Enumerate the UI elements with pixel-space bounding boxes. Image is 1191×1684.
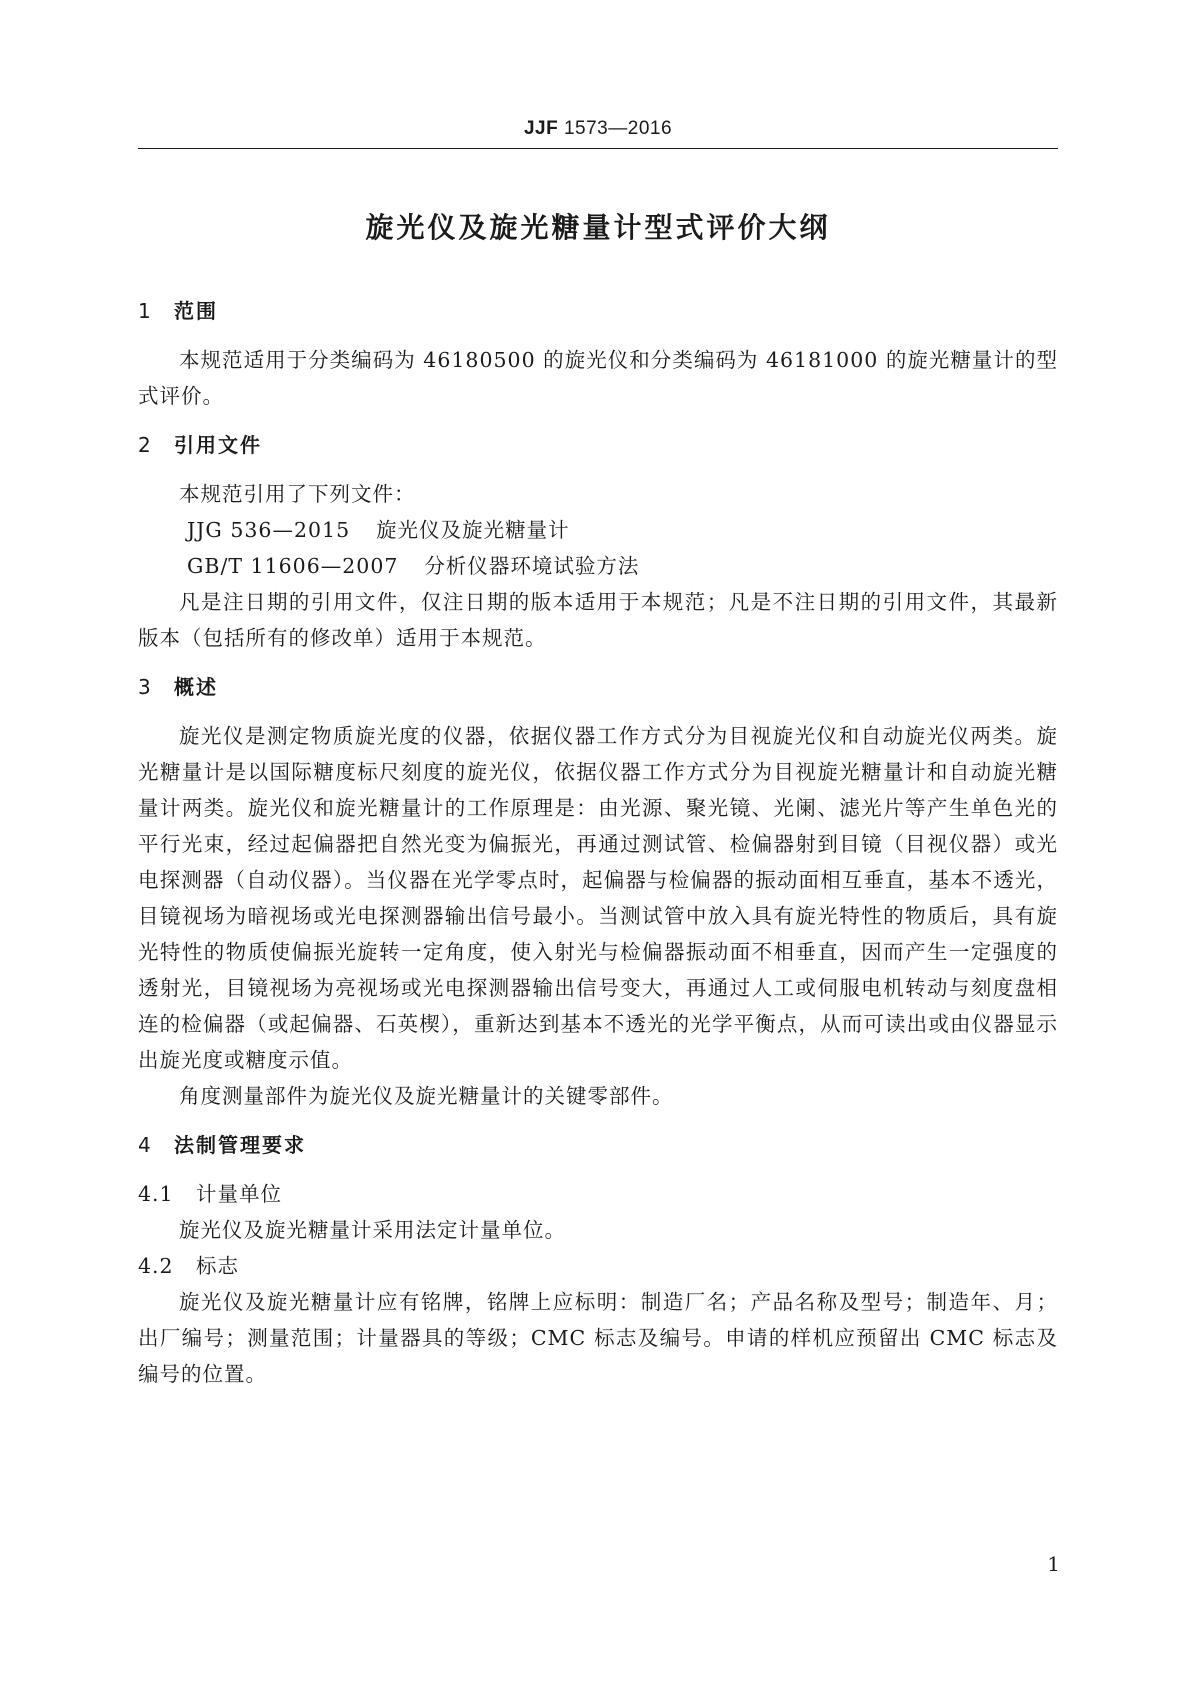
header-divider [138, 148, 1058, 149]
standard-series: JJF [523, 118, 559, 139]
paragraph: 旋光仪及旋光糖量计采用法定计量单位。 [179, 1218, 566, 1242]
subsection-number: 4.1 [138, 1182, 174, 1206]
page-number: 1 [1047, 1552, 1060, 1576]
section-number: 2 [138, 433, 153, 457]
section-title: 法制管理要求 [174, 1133, 306, 1157]
section-number: 1 [138, 299, 153, 323]
reference-item [138, 512, 1058, 548]
reference-code: GB/T 11606—2007 [187, 554, 399, 578]
section-heading [138, 296, 1058, 326]
paragraph: 旋光仪是测定物质旋光度的仪器，依据仪器工作方式分为目视旋光仪和自动旋光仪两类。旋光糖量计是以国际糖度标尺刻度的旋光仪，依据仪器工作方式分为目视旋光糖量计和自动旋光糖量计两类。旋光仪和旋光糖量计的工作原理是：由光源、聚光镜、光阑、滤光片等产生单色光的平行光束，经过起偏器把自然光变为偏振光，再通过测试管、检偏器射到目镜（目视仪器）或光电探测器（自动仪器）。当仪器在光学零点时，起偏器与检偏器的振动面相互垂直，基本不透光，目镜视场为暗视场或光电探测器输出信号最小。当测试管中放入具有旋光特性的物质后，具有旋光特性的物质使偏振光旋转一定角度，使入射光与检偏器振动面不相垂直，因而产生一定强度的透射光，目镜视场为亮视场或光电探测器输出信号变大，再通过人工或伺服电机转动与刻度盘相连的检偏器（或起偏器、石英楔），重新达到基本不透光的光学平衡点，从而可读出或由仪器显示出旋光度或糖度示值。 [138, 724, 1058, 1072]
section-title: 概述 [174, 675, 218, 699]
reference-code: JJG 536—2015 [187, 518, 351, 542]
document-body [138, 296, 1058, 1392]
section-heading [138, 1130, 1058, 1160]
paragraph: 凡是注日期的引用文件，仅注日期的版本适用于本规范；凡是不注日期的引用文件，其最新版本（包括所有的修改单）适用于本规范。 [138, 590, 1058, 650]
section-heading [138, 672, 1058, 702]
section-title: 范围 [174, 299, 218, 323]
paragraph: 本规范引用了下列文件： [179, 482, 416, 506]
section-heading [138, 430, 1058, 460]
subsection-number: 4.2 [138, 1254, 174, 1278]
document-title: 旋光仪及旋光糖量计型式评价大纲 [365, 211, 831, 244]
subsection-title: 计量单位 [196, 1182, 282, 1206]
subsection-heading [138, 1248, 1058, 1284]
section-number: 4 [138, 1133, 153, 1157]
reference-name: 旋光仪及旋光糖量计 [376, 518, 570, 542]
paragraph: 本规范适用于分类编码为 46180500 的旋光仪和分类编码为 46181000 的旋光糖量计的型式评价。 [138, 348, 1058, 408]
subsection-title: 标志 [196, 1254, 239, 1278]
subsection-heading [138, 1176, 1058, 1212]
section-title: 引用文件 [174, 433, 262, 457]
section-number: 3 [138, 675, 153, 699]
reference-name: 分析仪器环境试验方法 [424, 554, 640, 578]
paragraph: 旋光仪及旋光糖量计应有铭牌，铭牌上应标明：制造厂名；产品名称及型号；制造年、月；出厂编号；测量范围；计量器具的等级；CMC 标志及编号。申请的样机应预留出 CMC 标志及编号的位置。 [138, 1290, 1058, 1386]
paragraph: 角度测量部件为旋光仪及旋光糖量计的关键零部件。 [179, 1084, 674, 1108]
reference-item [138, 548, 1058, 584]
standard-number: 1573—2016 [563, 118, 673, 139]
running-header [138, 118, 1058, 140]
